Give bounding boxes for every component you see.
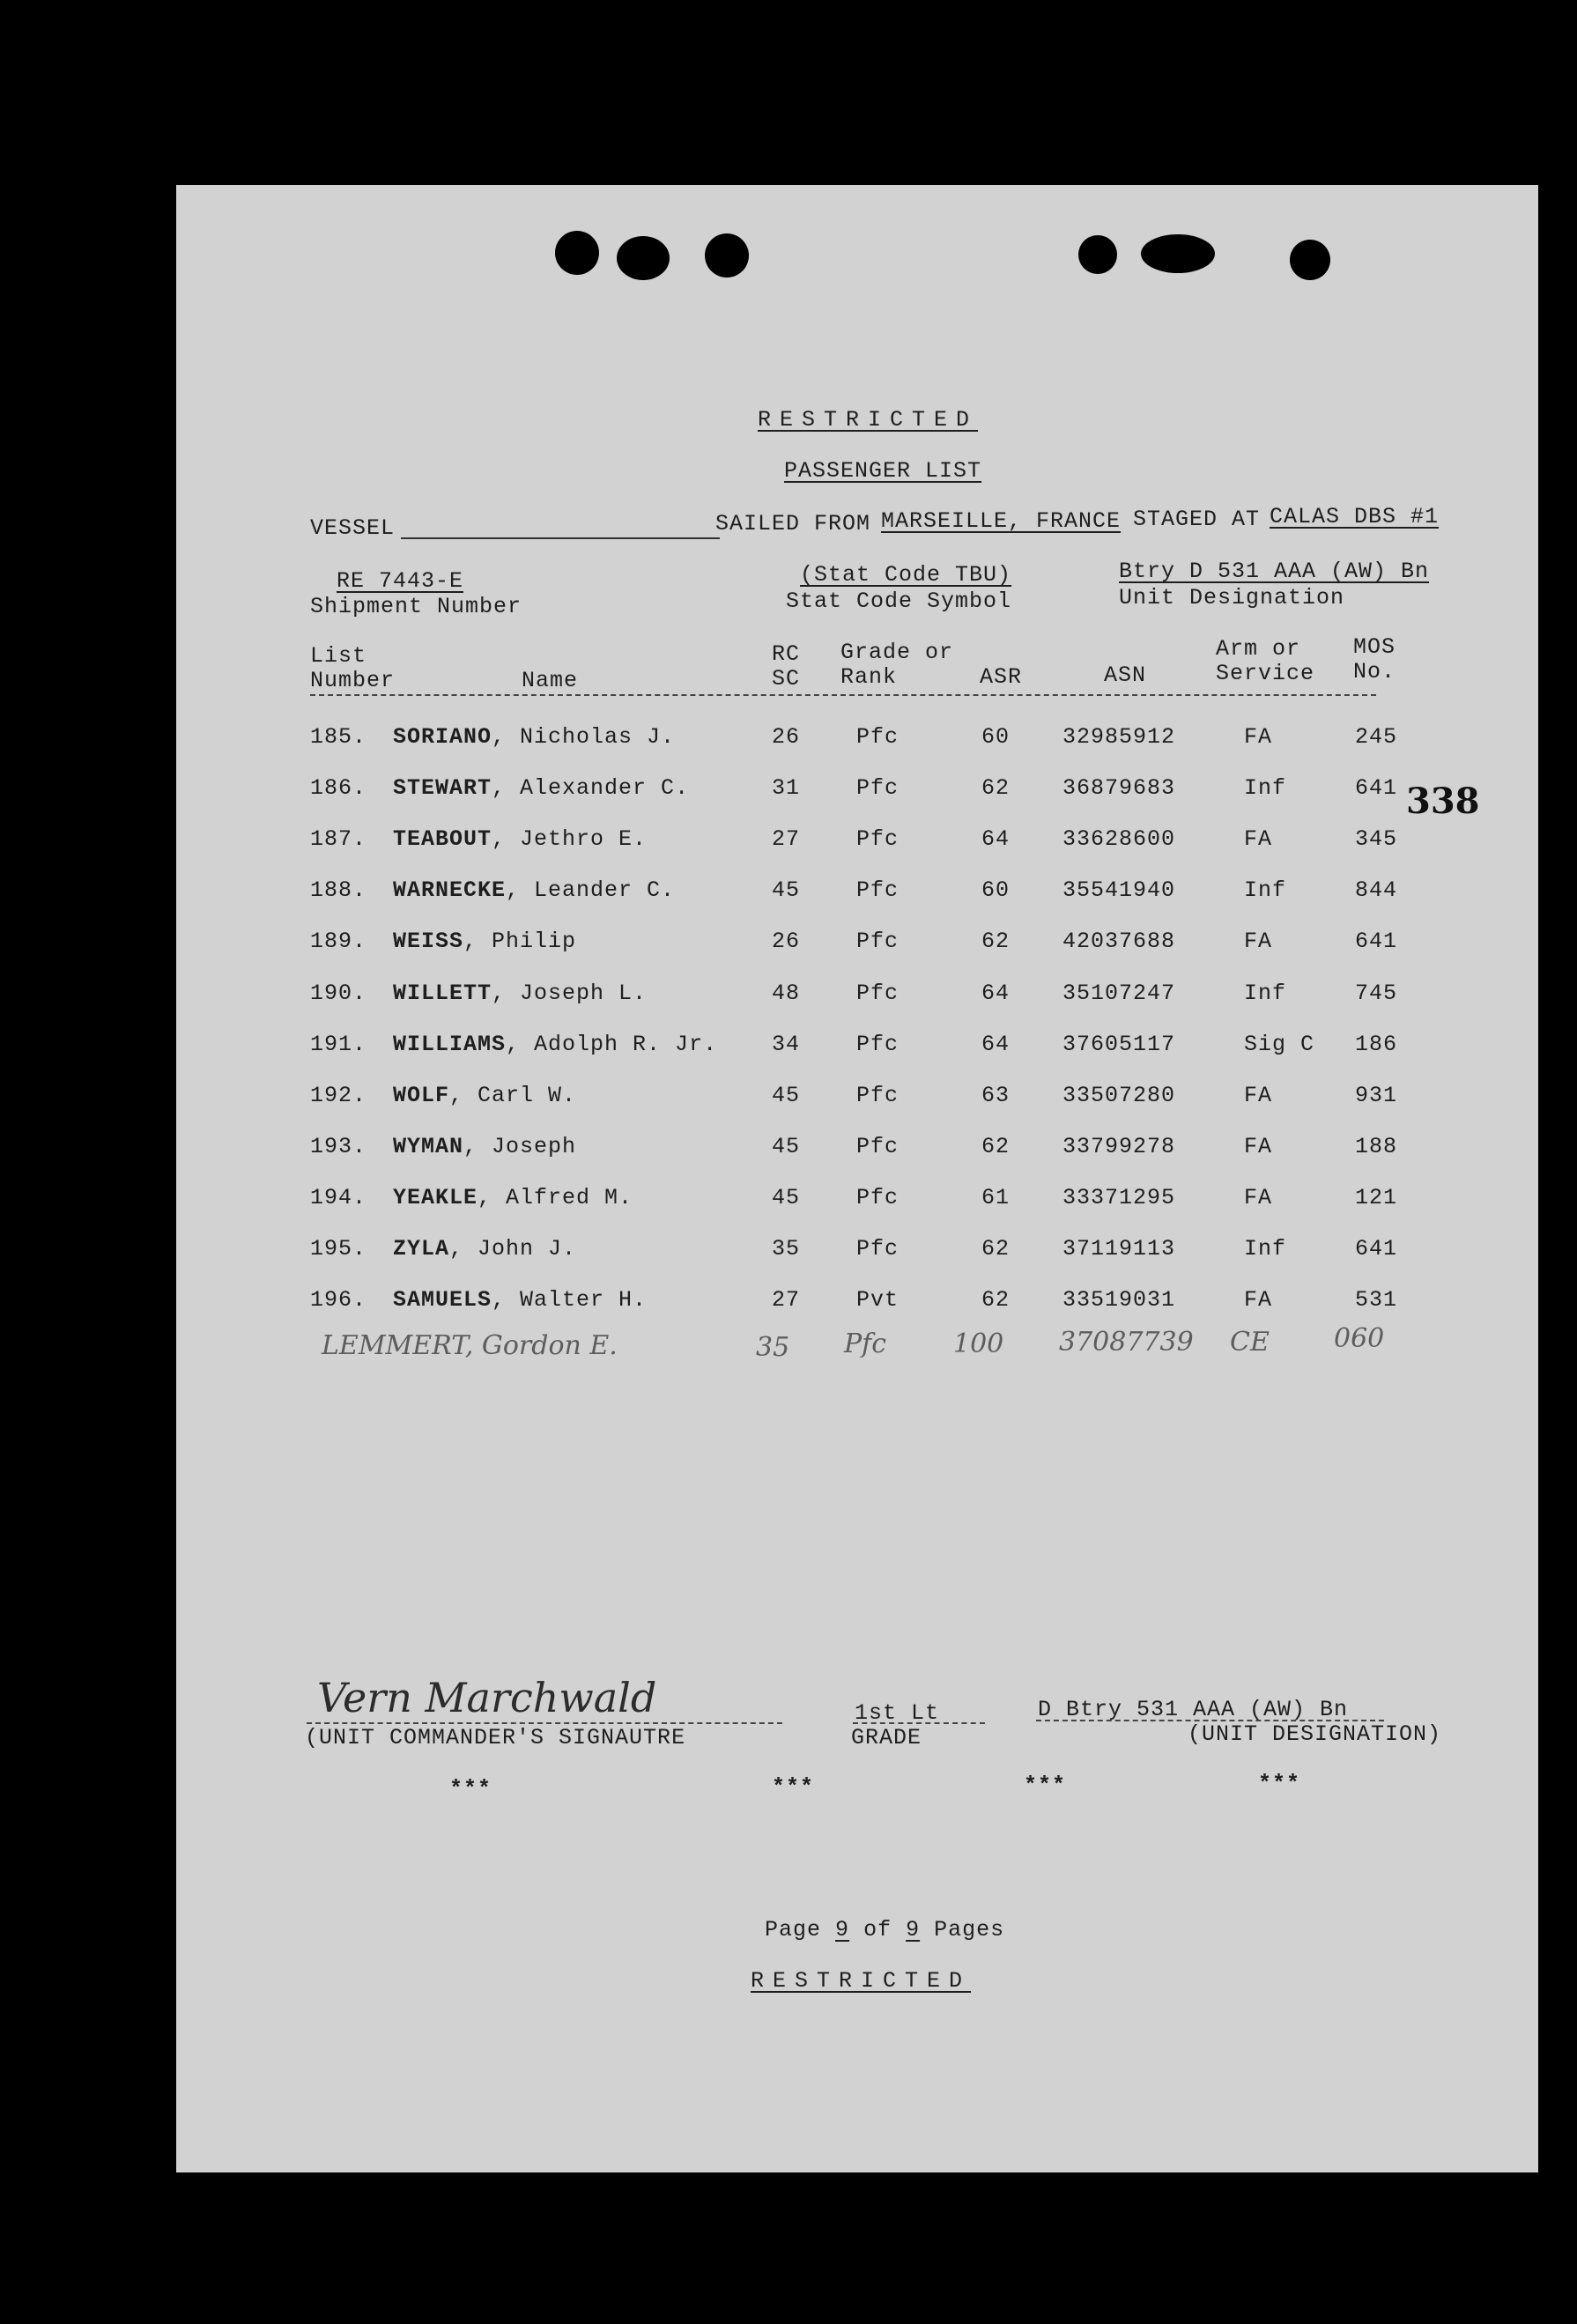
rc-cell: 45	[772, 1133, 801, 1159]
asr-cell: 62	[981, 929, 1011, 955]
given-name: , Leander C.	[506, 877, 676, 904]
name-cell	[393, 775, 689, 801]
surname: WARNECKE	[393, 877, 507, 904]
surname: SORIANO	[393, 724, 492, 750]
given-name: , John J.	[449, 1236, 577, 1262]
list-number-cell: 196.	[310, 1287, 367, 1314]
mos-cell: 531	[1355, 1287, 1398, 1314]
col-rc-bottom: SC	[772, 666, 801, 692]
separator-stars: ***	[1024, 1773, 1067, 1798]
arm-cell: Sig C	[1244, 1031, 1315, 1057]
name-cell	[393, 1236, 576, 1262]
asr-cell: 60	[981, 724, 1011, 750]
arm-cell: FA	[1244, 1184, 1273, 1210]
page-prefix: Page	[765, 1917, 822, 1943]
asr-cell: 60	[981, 877, 1011, 904]
col-asn: ASN	[1104, 662, 1147, 688]
name-cell	[393, 929, 576, 954]
col-rc-top: RC	[772, 641, 801, 667]
mos-cell: 186	[1355, 1031, 1398, 1057]
punch-hole	[555, 231, 599, 275]
mos-cell: 641	[1355, 929, 1398, 955]
name-cell	[393, 981, 647, 1006]
list-number-cell: 191.	[310, 1031, 367, 1057]
separator-stars: ***	[1258, 1771, 1301, 1796]
surname: STEWART	[393, 775, 492, 802]
page-total: 9	[906, 1917, 921, 1943]
surname: WYMAN	[393, 1133, 464, 1159]
asr-cell: 63	[981, 1082, 1011, 1108]
rc-cell: 35	[772, 1236, 801, 1262]
rc-cell: 45	[772, 877, 801, 904]
punch-hole	[1290, 240, 1330, 280]
asr-cell: 62	[981, 775, 1011, 802]
asr-cell: 64	[981, 1031, 1011, 1057]
page-of: of	[863, 1917, 892, 1943]
given-name: , Alexander C.	[492, 775, 690, 802]
list-number-cell: 195.	[310, 1236, 367, 1262]
name-cell	[393, 724, 675, 750]
restricted-footer: RESTRICTED	[751, 1968, 972, 1994]
rc-cell: 45	[772, 1184, 801, 1210]
grade-cell: Pfc	[856, 1133, 900, 1159]
handwritten-asn: 37087739	[1059, 1327, 1194, 1358]
given-name: , Jethro E.	[492, 826, 648, 853]
grade-cell: Pfc	[856, 775, 900, 802]
mos-cell: 641	[1355, 1236, 1398, 1262]
unit-value: D Btry 531 AAA (AW) Bn	[1038, 1697, 1349, 1722]
arm-cell: FA	[1244, 1287, 1273, 1314]
vessel-label: VESSEL	[310, 515, 396, 541]
arm-cell: FA	[1244, 1133, 1273, 1159]
col-grade-top: Grade or	[840, 640, 954, 665]
grade-label: GRADE	[851, 1725, 922, 1750]
document-title: PASSENGER LIST	[784, 458, 982, 484]
handwritten-mos: 060	[1334, 1323, 1385, 1354]
separator-stars: ***	[772, 1774, 815, 1800]
col-arm-top: Arm or	[1216, 636, 1301, 662]
asr-cell: 61	[981, 1184, 1011, 1210]
mos-cell: 931	[1355, 1082, 1398, 1108]
handwritten-rc: 35	[756, 1332, 790, 1363]
asn-cell: 33371295	[1062, 1184, 1176, 1210]
asr-cell: 64	[981, 980, 1011, 1006]
page-suffix: Pages	[934, 1917, 1005, 1943]
signature-line	[307, 1722, 782, 1724]
list-number-cell: 185.	[310, 724, 367, 750]
commander-signature: Vern Marchwald	[317, 1674, 657, 1721]
punch-hole	[705, 233, 749, 278]
mos-cell: 188	[1355, 1133, 1398, 1159]
surname: TEABOUT	[393, 826, 492, 853]
surname: WEISS	[393, 929, 464, 955]
page-current: 9	[835, 1917, 850, 1943]
mos-cell: 121	[1355, 1184, 1398, 1210]
list-number-cell: 190.	[310, 980, 367, 1006]
stamped-number: 338	[1406, 781, 1480, 822]
shipment-number-label: Shipment Number	[310, 594, 522, 619]
handwritten-asr: 100	[953, 1329, 1004, 1359]
list-number-cell: 192.	[310, 1082, 367, 1108]
document-page	[176, 185, 1538, 2172]
col-mos-bottom: No.	[1353, 659, 1396, 685]
arm-cell: FA	[1244, 1082, 1273, 1108]
given-name: , Joseph	[463, 1133, 577, 1159]
arm-cell: FA	[1244, 929, 1273, 955]
page-indicator	[765, 1917, 1004, 1943]
asn-cell: 37119113	[1062, 1236, 1176, 1262]
handwritten-arm: CE	[1230, 1327, 1270, 1358]
grade-cell: Pfc	[856, 980, 900, 1006]
list-number-cell: 194.	[310, 1184, 367, 1210]
asn-cell: 36879683	[1062, 775, 1176, 802]
mos-cell: 641	[1355, 775, 1398, 802]
restricted-heading: RESTRICTED	[758, 407, 979, 433]
list-number-cell: 187.	[310, 826, 367, 853]
asn-cell: 35107247	[1062, 980, 1176, 1006]
given-name: , Joseph L.	[492, 980, 648, 1006]
handwritten-grade: Pfc	[844, 1329, 887, 1359]
asr-cell: 62	[981, 1236, 1011, 1262]
signature-label: (UNIT COMMANDER'S SIGNAUTRE	[305, 1725, 686, 1750]
arm-cell: FA	[1244, 826, 1273, 853]
surname: ZYLA	[393, 1236, 450, 1262]
surname: SAMUELS	[393, 1287, 492, 1314]
grade-cell: Pfc	[856, 1031, 900, 1057]
rc-cell: 26	[772, 929, 801, 955]
asn-cell: 32985912	[1062, 724, 1176, 750]
name-cell	[393, 1083, 576, 1108]
handwritten-name: LEMMERT, Gordon E.	[322, 1330, 618, 1361]
punch-hole	[617, 236, 670, 280]
mos-cell: 345	[1355, 826, 1398, 853]
name-cell	[393, 1032, 717, 1057]
col-name: Name	[522, 668, 579, 693]
unit-designation-label: Unit Designation	[1119, 585, 1345, 611]
surname: WILLETT	[393, 980, 492, 1006]
sailed-from-value: MARSEILLE, FRANCE	[881, 508, 1122, 534]
name-cell	[393, 1287, 647, 1313]
asn-cell: 42037688	[1062, 929, 1176, 955]
grade-line	[853, 1722, 985, 1724]
grade-cell: Pfc	[856, 1184, 900, 1210]
header-rule	[310, 694, 1376, 696]
given-name: , Philip	[463, 929, 577, 955]
asn-cell: 33628600	[1062, 826, 1176, 853]
staged-at-label: STAGED AT	[1133, 507, 1261, 532]
asr-cell: 64	[981, 826, 1011, 853]
arm-cell: Inf	[1244, 980, 1287, 1006]
rc-cell: 27	[772, 826, 801, 853]
asr-cell: 62	[981, 1133, 1011, 1159]
mos-cell: 245	[1355, 724, 1398, 750]
mos-cell: 745	[1355, 980, 1398, 1006]
name-cell	[393, 1134, 576, 1159]
given-name: , Walter H.	[492, 1287, 648, 1314]
grade-cell: Pfc	[856, 1236, 900, 1262]
asn-cell: 37605117	[1062, 1031, 1176, 1057]
asn-cell: 35541940	[1062, 877, 1176, 904]
rc-cell: 31	[772, 775, 801, 802]
arm-cell: FA	[1244, 724, 1273, 750]
staged-at-value: CALAS DBS #1	[1270, 504, 1440, 529]
asn-cell: 33799278	[1062, 1133, 1176, 1159]
arm-cell: Inf	[1244, 1236, 1287, 1262]
col-grade-bottom: Rank	[840, 664, 898, 690]
col-mos-top: MOS	[1353, 634, 1396, 660]
arm-cell: Inf	[1244, 775, 1287, 802]
stat-code-label: Stat Code Symbol	[786, 588, 1012, 614]
unit-designation-value: Btry D 531 AAA (AW) Bn	[1119, 559, 1430, 584]
vessel-blank-line	[401, 537, 720, 539]
col-asr: ASR	[980, 664, 1023, 690]
list-number-cell: 186.	[310, 775, 367, 802]
arm-cell: Inf	[1244, 877, 1287, 904]
sailed-from-label: SAILED FROM	[715, 511, 871, 537]
list-number-cell: 189.	[310, 929, 367, 955]
rc-cell: 27	[772, 1287, 801, 1314]
grade-cell: Pfc	[856, 1082, 900, 1108]
rc-cell: 45	[772, 1082, 801, 1108]
stat-code-value: (Stat Code TBU)	[800, 562, 1012, 588]
col-list-number-bottom: Number	[310, 668, 396, 693]
punch-hole	[1078, 235, 1117, 274]
grade-cell: Pfc	[856, 826, 900, 853]
grade-cell: Pfc	[856, 724, 900, 750]
list-number-cell: 188.	[310, 877, 367, 904]
grade-value: 1st Lt	[855, 1700, 940, 1726]
separator-stars: ***	[449, 1776, 492, 1802]
given-name: , Adolph R. Jr.	[506, 1031, 718, 1057]
given-name: , Nicholas J.	[492, 724, 676, 750]
asr-cell: 62	[981, 1287, 1011, 1314]
col-list-number-top: List	[310, 643, 367, 669]
grade-cell: Pfc	[856, 929, 900, 955]
col-arm-bottom: Service	[1216, 661, 1315, 686]
rc-cell: 34	[772, 1031, 801, 1057]
list-number-cell: 193.	[310, 1133, 367, 1159]
name-cell	[393, 826, 647, 852]
grade-cell: Pvt	[856, 1287, 900, 1314]
name-cell	[393, 1185, 633, 1210]
unit-label: (UNIT DESIGNATION)	[1188, 1721, 1442, 1747]
mos-cell: 844	[1355, 877, 1398, 904]
shipment-number-value: RE 7443-E	[337, 568, 464, 594]
surname: YEAKLE	[393, 1184, 478, 1210]
punch-hole	[1141, 234, 1215, 273]
surname: WOLF	[393, 1082, 450, 1108]
asn-cell: 33519031	[1062, 1287, 1176, 1314]
given-name: , Alfred M.	[478, 1184, 633, 1210]
rc-cell: 48	[772, 980, 801, 1006]
name-cell	[393, 877, 675, 903]
surname: WILLIAMS	[393, 1031, 507, 1057]
rc-cell: 26	[772, 724, 801, 750]
grade-cell: Pfc	[856, 877, 900, 904]
given-name: , Carl W.	[449, 1082, 577, 1108]
asn-cell: 33507280	[1062, 1082, 1176, 1108]
